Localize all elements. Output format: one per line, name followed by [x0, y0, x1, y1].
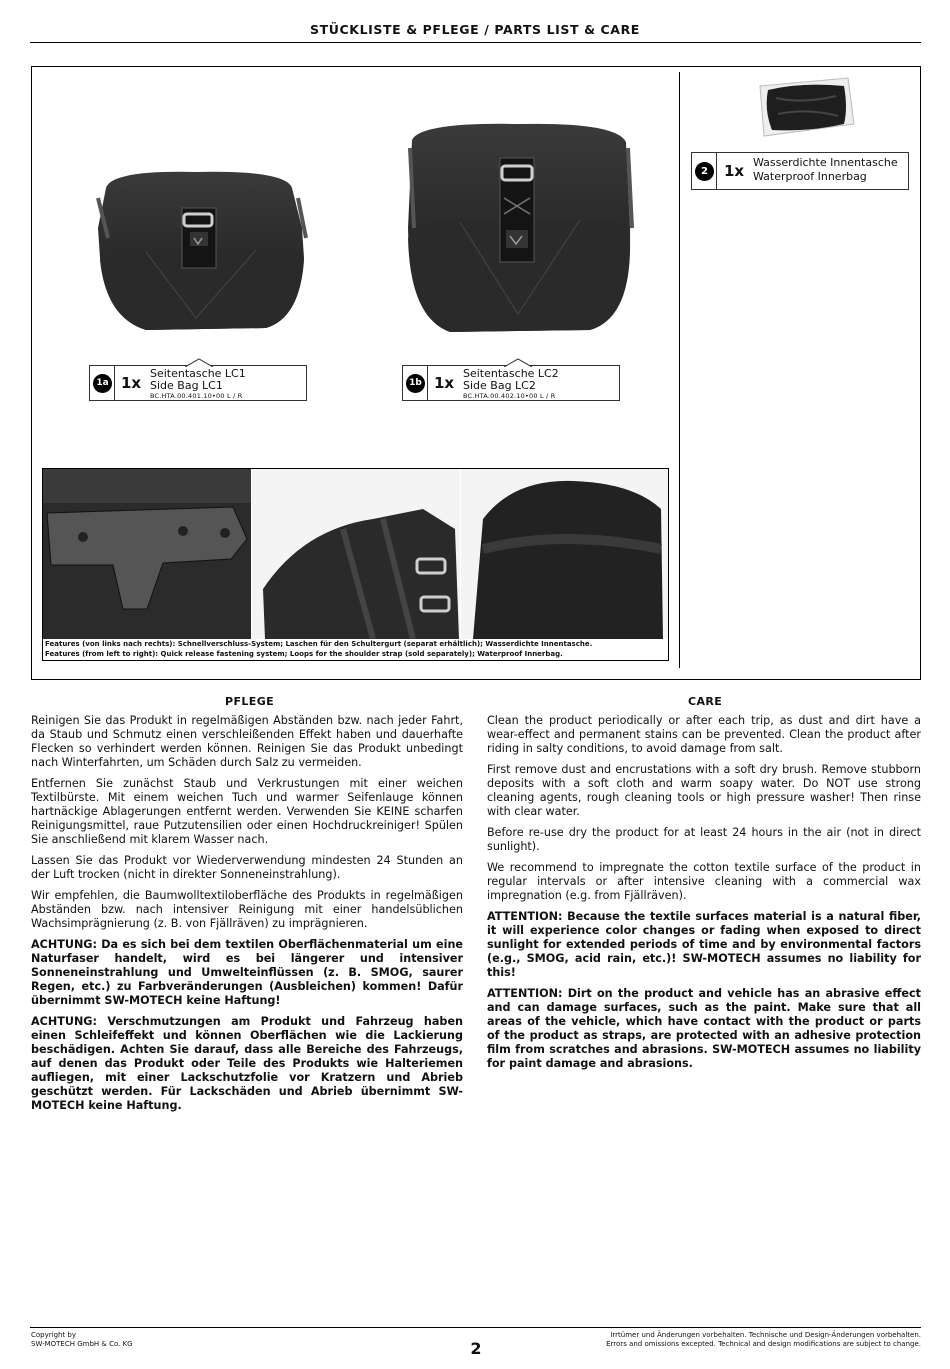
- part-name-de: Seitentasche LC1: [150, 367, 246, 380]
- features-caption-de: Features (von links nach rechts): Schnellverschluss-System; Laschen für den Schultergurt (separat erhältlich); Wasserdichte Innentasche.: [45, 640, 593, 648]
- care-paragraph: Before re-use dry the product for at least 24 hours in the air (not in direct sunlight).: [487, 826, 921, 853]
- part-name-en: Waterproof Innerbag: [753, 170, 867, 183]
- part-quantity: 1x: [724, 162, 745, 180]
- part-quantity: 1x: [121, 374, 142, 392]
- care-paragraph: First remove dust and encrustations with a soft dry brush. Remove stubborn deposits with a soft cloth and warm soapy water. Do NOT use strong cleaning agents, rough cleaning tools or high pressure washer! Then rinse with clear water.: [487, 763, 921, 818]
- part-name-de: Wasserdichte Innentasche: [753, 156, 898, 169]
- copyright-company: SW-MOTECH GmbH & Co. KG: [31, 1340, 133, 1348]
- side-bag-lc1-photo: [86, 168, 312, 336]
- part-name-de: Seitentasche LC2: [463, 367, 559, 380]
- part-callout-1a: [89, 365, 307, 401]
- care-title: CARE: [688, 695, 723, 708]
- pflege-paragraph: Lassen Sie das Produkt vor Wiederverwendung mindesten 24 Stunden an der Luft trocken (nicht in direkter Sonneneinstrahlung).: [31, 854, 463, 881]
- part-callout-2: [691, 152, 909, 190]
- part-name-en: Side Bag LC2: [463, 379, 536, 392]
- features-caption: [45, 639, 665, 659]
- footer-disclaimer: [606, 1331, 921, 1349]
- pflege-column: [31, 714, 463, 1120]
- pflege-title: PFLEGE: [225, 695, 275, 708]
- header-rule: [30, 42, 921, 43]
- part-number-badge: 1a: [93, 374, 112, 393]
- part-name-en: Side Bag LC1: [150, 379, 223, 392]
- disclaimer-de: Irrtümer und Änderungen vorbehalten. Technische und Design-Änderungen vorbehalten.: [610, 1331, 921, 1339]
- care-column: [487, 714, 921, 1078]
- pflege-paragraph: Reinigen Sie das Produkt in regelmäßigen Abständen bzw. nach jeder Fahrt, da Staub und Schmutz einen verschleißenden Effekt haben und dauerhafte Flecken so verhindert werden können. Reinigen Sie das Produkt unbedingt nach Winterfahrten, um Schäden durch Salz zu vermeiden.: [31, 714, 463, 769]
- side-bag-lc2-photo: [400, 118, 640, 338]
- pflege-paragraph: Wir empfehlen, die Baumwolltextiloberfläche des Produkts in regelmäßigen Abständen bzw. nach intensiver Reinigung mit einer handelsüblichen Wachsimprägnierung (z. B. von Fjällräven) zu imprägnieren.: [31, 889, 463, 930]
- features-box: [42, 468, 669, 661]
- part-quantity: 1x: [434, 374, 455, 392]
- waterproof-innerbag-photo: [752, 74, 858, 140]
- part-number-badge: 2: [695, 162, 714, 181]
- care-warning: ATTENTION: Because the textile surfaces material is a natural fiber, it will experience color changes or fading when exposed to direct sunlight for extended periods of time and by environmental factors (e.g., SMOG, acid rain, etc.)! SW-MOTECH assumes no liability for this!: [487, 910, 921, 979]
- care-warning: ATTENTION: Dirt on the product and vehicle has an abrasive effect and can damage surfaces, such as the paint. Make sure that all areas of the vehicle, which have contact with the product or parts of the product as straps, are protected with an adhesive protection film from scratches and abrasions. SW-MOTECH assumes no liability for paint damage and abrasions.: [487, 987, 921, 1070]
- part-code: BC.HTA.00.402.10•00 L / R: [463, 392, 556, 400]
- footer-rule: [30, 1327, 921, 1328]
- pflege-warning: ACHTUNG: Da es sich bei dem textilen Oberflächenmaterial um eine Naturfaser handelt, wird es bei längerer und intensiver Sonneneinstrahlung und Umwelteinflüssen (z. B. SMOG, saurer Regen, etc.) zu Farbveränderungen (Ausbleichen) kommen! Dafür übernimmt SW-MOTECH keine Haftung!: [31, 938, 463, 1007]
- footer-copyright: [31, 1331, 133, 1349]
- part-code: BC.HTA.00.401.10•00 L / R: [150, 392, 243, 400]
- part-number-badge: 1b: [406, 374, 425, 393]
- care-paragraph: We recommend to impregnate the cotton textile surface of the product in regular intervals or after intensive cleaning with a commercial wax impregnation (e.g. from Fjällräven).: [487, 861, 921, 902]
- copyright-label: Copyright by: [31, 1331, 77, 1339]
- care-paragraph: Clean the product periodically or after each trip, as dust and dirt have a wear-effect and permanent stains can be prevented. Clean the product after riding in salty conditions, to avoid damage from salt.: [487, 714, 921, 755]
- features-photos: [43, 469, 668, 639]
- page-number: 2: [462, 1339, 490, 1358]
- parts-divider: [679, 72, 680, 668]
- page-title: STÜCKLISTE & PFLEGE / PARTS LIST & CARE: [310, 22, 640, 37]
- disclaimer-en: Errors and omissions excepted. Technical and design modifications are subject to change.: [606, 1340, 921, 1348]
- features-caption-en: Features (from left to right): Quick release fastening system; Loops for the shoulder strap (sold separately); Waterproof Innerbag.: [45, 650, 563, 658]
- pflege-warning: ACHTUNG: Verschmutzungen am Produkt und Fahrzeug haben einen Schleifeffekt und können Oberflächen wie die Lackierung beschädigen. Achten Sie darauf, dass alle Bereiche des Fahrzeugs, auf denen das Produkt oder Teile des Produkts wie Halteriemen aufliegen, mit einer Lackschutzfolie vor Kratzern und Abrieb geschützt werden. Für Lackschäden und Abrieb übernimmt SW-MOTECH keine Haftung.: [31, 1015, 463, 1112]
- part-callout-1b: [402, 365, 620, 401]
- pflege-paragraph: Entfernen Sie zunächst Staub und Verkrustungen mit einer weichen Textilbürste. Mit einem weichen Tuch und warmer Seifenlauge können hartnäckige Ablagerungen entfernt werden. Verwenden Sie KEINE scharfen Reinigungsmittel, raue Putzutensilien oder einen Hochdruckreiniger! Spülen Sie anschließend mit klarem Wasser nach.: [31, 777, 463, 846]
